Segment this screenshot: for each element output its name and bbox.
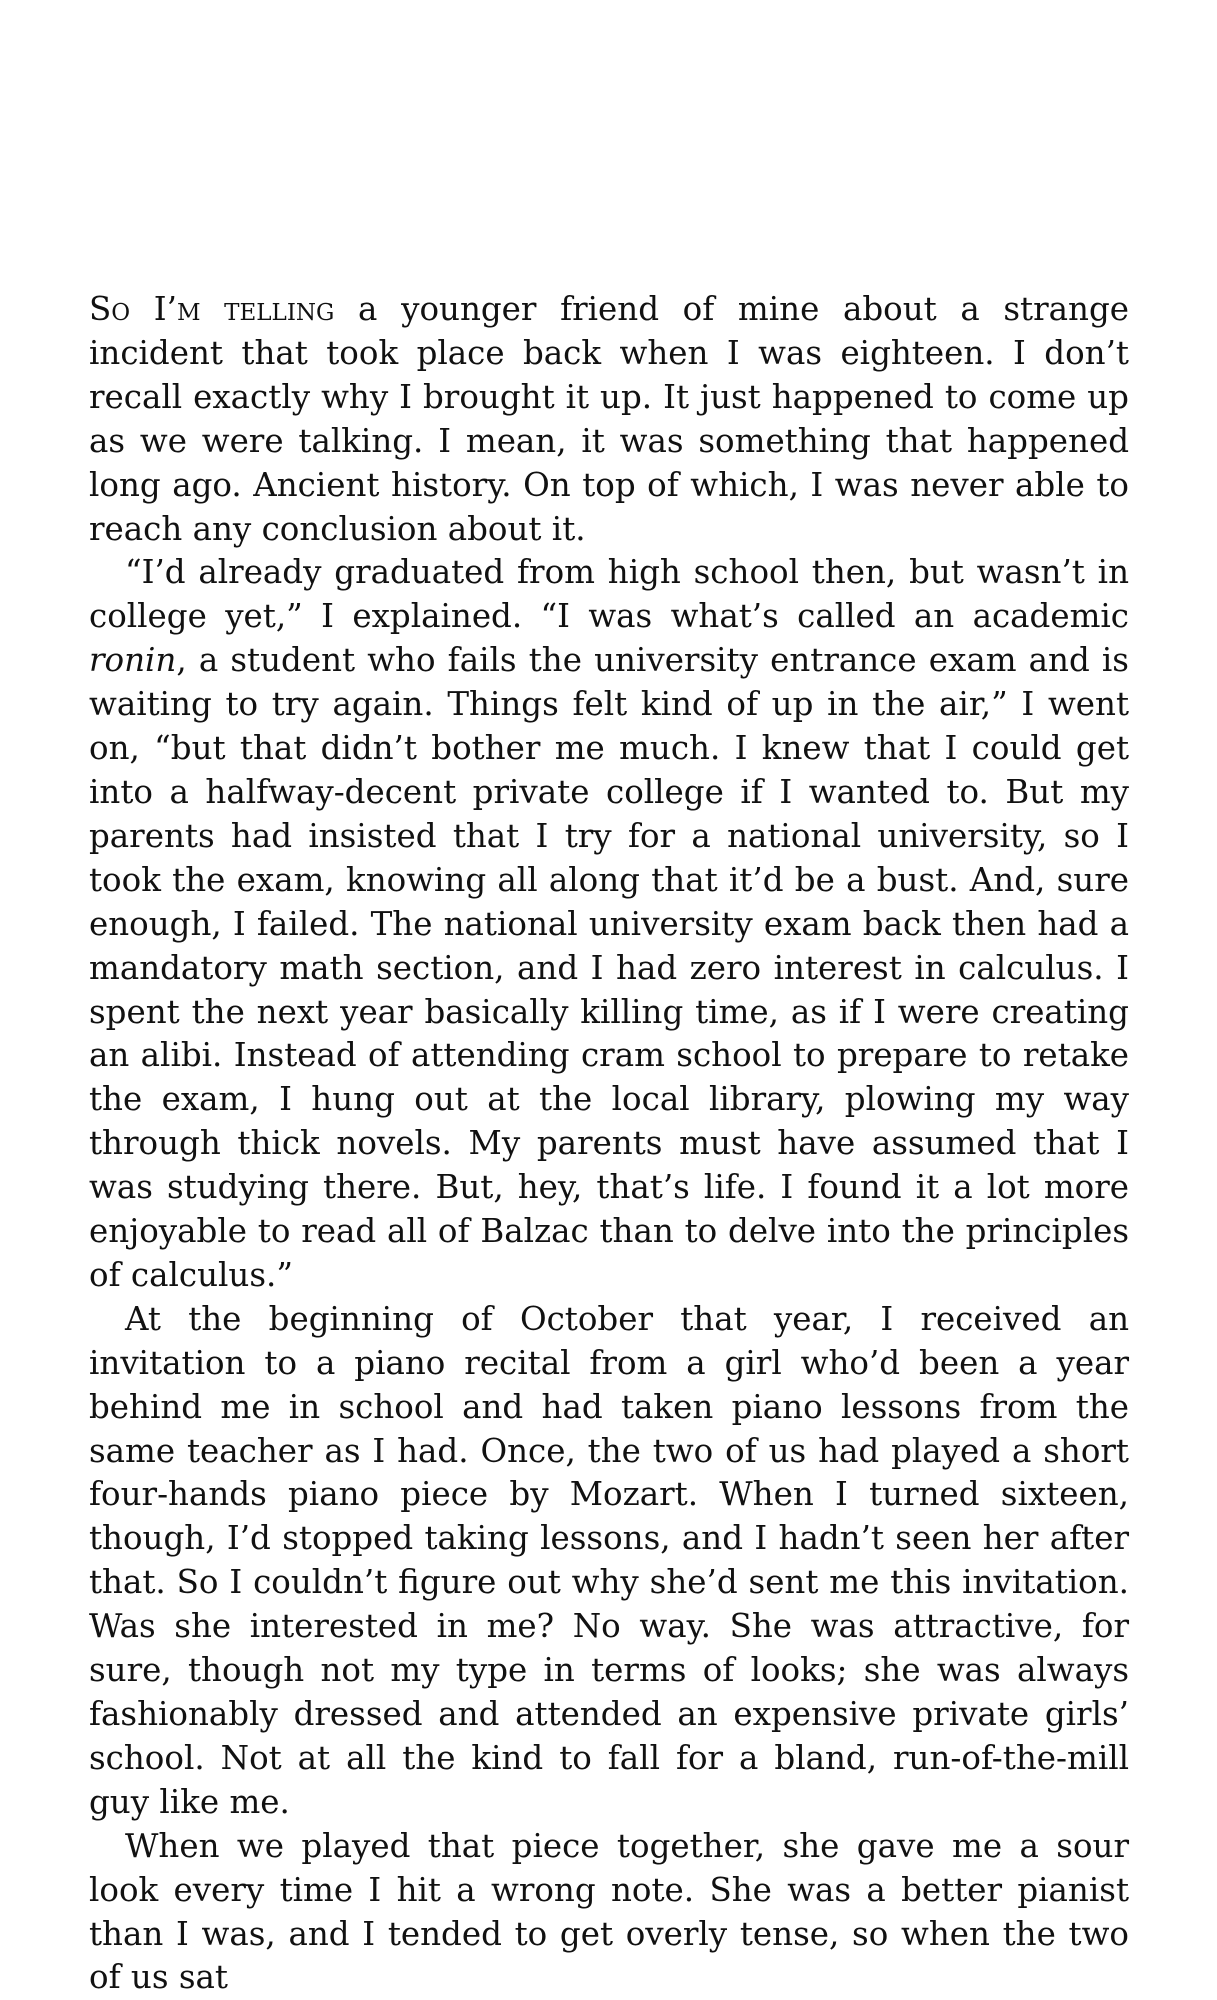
paragraph-4-text: When we played that piece together, she gave me a sour look every time I hit a wrong note. She was a better pianist than I was, and I tended to get overly tense, so when the two of us sat <box>89 1826 1129 1997</box>
paragraph-2-text-after-italic: , a student who fails the university entrance exam and is waiting to try again. Things felt kind of up in the air,” I went on, “but that didn’t bother me much. I knew that I could get into a halfway-decent private college if I wanted to. But my parents had insisted that I try for a national university, so I took the exam, knowing all along that it’d be a bust. And, sure enough, I failed. The national university exam back then had a mandatory math section, and I had zero interest in calculus. I spent the next year basically killing time, as if I were creating an alibi. Instead of attending cram school to prepare to retake the exam, I hung out at the local library, plowing my way through thick novels. My parents must have assumed that I was studying there. But, hey, that’s life. I found it a lot more enjoyable to read all of Balzac than to delve into the principles of calculus.” <box>89 641 1129 1294</box>
paragraph-2 <box>89 551 1129 1297</box>
paragraph-3 <box>89 1298 1129 1825</box>
book-page-body <box>89 288 1129 2000</box>
paragraph-3-text: At the beginning of October that year, I received an invitation to a piano recital from a girl who’d been a year behind me in school and had taken piano lessons from the same teacher as I had. Once, the two of us had played a short four-hands piano piece by Mozart. When I turned sixteen, though, I’d stopped taking lessons, and I hadn’t seen her after that. So I couldn’t figure out why she’d sent me this invitation. Was she interested in me? No way. She was attractive, for sure, though not my type in terms of looks; she was always fashionably dressed and attended an expensive private girls’ school. Not at all the kind to fall for a bland, run-of-the-mill guy like me. <box>89 1299 1129 1821</box>
paragraph-1-lead-in: So I’m telling <box>89 290 335 328</box>
paragraph-1 <box>89 288 1129 551</box>
paragraph-1-text: a younger friend of mine about a strange incident that took place back when I was eighteen. I don’t recall exactly why I brought it up. It just happened to come up as we were talking. I mean, it was something that happened long ago. Ancient history. On top of which, I was never able to reach any conclusion about it. <box>89 290 1129 548</box>
paragraph-2-italic-word: ronin <box>89 641 177 680</box>
paragraph-2-text-before-italic: “I’d already graduated from high school then, but wasn’t in college yet,” I explained. “I was what’s called an academic <box>89 553 1129 636</box>
paragraph-4 <box>89 1825 1129 2000</box>
